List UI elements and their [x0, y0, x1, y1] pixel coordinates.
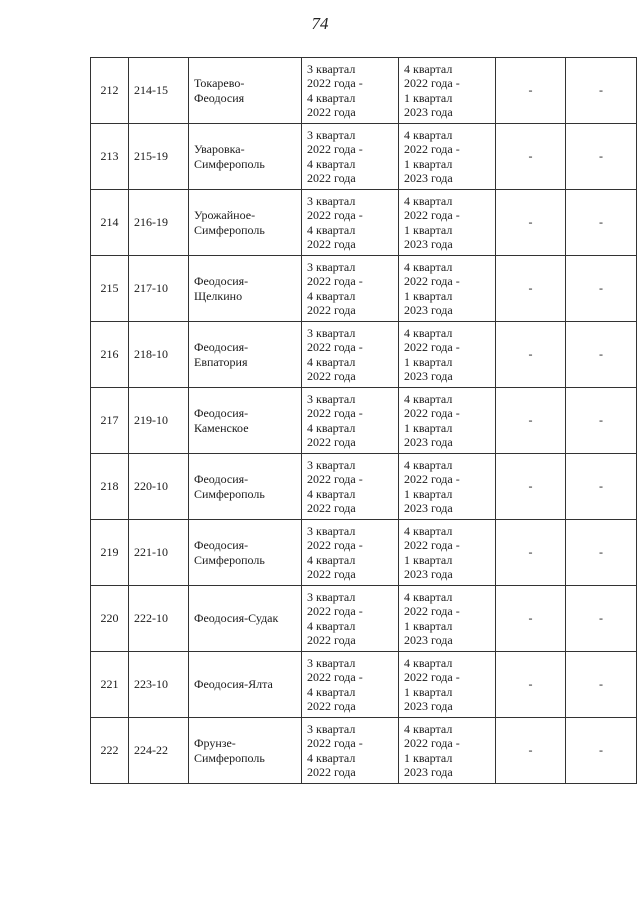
end-period: 4 квартал 2022 года - 1 квартал 2023 года [399, 652, 496, 718]
column-7-value: - [566, 388, 637, 454]
route-code: 224-22 [129, 718, 189, 784]
end-period: 4 квартал 2022 года - 1 квартал 2023 года [399, 58, 496, 124]
table-row [91, 58, 637, 124]
column-6-value: - [496, 520, 566, 586]
column-6-value: - [496, 256, 566, 322]
route-name: Феодосия- Симферополь [189, 454, 302, 520]
column-7-value: - [566, 58, 637, 124]
route-name: Фрунзе- Симферополь [189, 718, 302, 784]
table-row [91, 322, 637, 388]
table-row [91, 388, 637, 454]
column-7-value: - [566, 520, 637, 586]
route-name: Токарево- Феодосия [189, 58, 302, 124]
route-name: Феодосия- Щелкино [189, 256, 302, 322]
start-period: 3 квартал 2022 года - 4 квартал 2022 года [302, 124, 399, 190]
end-period: 4 квартал 2022 года - 1 квартал 2023 года [399, 718, 496, 784]
column-6-value: - [496, 652, 566, 718]
column-6-value: - [496, 190, 566, 256]
row-number: 222 [91, 718, 129, 784]
route-schedule-table [90, 57, 637, 784]
column-6-value: - [496, 586, 566, 652]
row-number: 212 [91, 58, 129, 124]
start-period: 3 квартал 2022 года - 4 квартал 2022 года [302, 322, 399, 388]
row-number: 214 [91, 190, 129, 256]
column-6-value: - [496, 388, 566, 454]
start-period: 3 квартал 2022 года - 4 квартал 2022 года [302, 586, 399, 652]
route-name: Феодосия- Симферополь [189, 520, 302, 586]
route-code: 218-10 [129, 322, 189, 388]
table-row [91, 190, 637, 256]
route-code: 217-10 [129, 256, 189, 322]
route-code: 214-15 [129, 58, 189, 124]
route-code: 222-10 [129, 586, 189, 652]
column-6-value: - [496, 322, 566, 388]
route-name: Феодосия-Судак [189, 586, 302, 652]
route-code: 215-19 [129, 124, 189, 190]
end-period: 4 квартал 2022 года - 1 квартал 2023 года [399, 124, 496, 190]
end-period: 4 квартал 2022 года - 1 квартал 2023 года [399, 256, 496, 322]
route-code: 223-10 [129, 652, 189, 718]
start-period: 3 квартал 2022 года - 4 квартал 2022 года [302, 652, 399, 718]
table-body [91, 58, 637, 784]
column-7-value: - [566, 124, 637, 190]
route-name: Феодосия- Евпатория [189, 322, 302, 388]
table-row [91, 520, 637, 586]
end-period: 4 квартал 2022 года - 1 квартал 2023 года [399, 520, 496, 586]
row-number: 215 [91, 256, 129, 322]
column-6-value: - [496, 124, 566, 190]
row-number: 219 [91, 520, 129, 586]
table-row [91, 652, 637, 718]
column-7-value: - [566, 586, 637, 652]
column-7-value: - [566, 322, 637, 388]
start-period: 3 квартал 2022 года - 4 квартал 2022 года [302, 520, 399, 586]
route-name: Урожайное- Симферополь [189, 190, 302, 256]
table-row [91, 256, 637, 322]
route-name: Уваровка- Симферополь [189, 124, 302, 190]
row-number: 221 [91, 652, 129, 718]
row-number: 213 [91, 124, 129, 190]
row-number: 220 [91, 586, 129, 652]
end-period: 4 квартал 2022 года - 1 квартал 2023 года [399, 388, 496, 454]
column-7-value: - [566, 718, 637, 784]
row-number: 218 [91, 454, 129, 520]
start-period: 3 квартал 2022 года - 4 квартал 2022 года [302, 718, 399, 784]
table-row [91, 454, 637, 520]
end-period: 4 квартал 2022 года - 1 квартал 2023 года [399, 322, 496, 388]
route-code: 220-10 [129, 454, 189, 520]
end-period: 4 квартал 2022 года - 1 квартал 2023 года [399, 454, 496, 520]
route-code: 216-19 [129, 190, 189, 256]
column-7-value: - [566, 256, 637, 322]
route-name: Феодосия- Каменское [189, 388, 302, 454]
start-period: 3 квартал 2022 года - 4 квартал 2022 года [302, 58, 399, 124]
end-period: 4 квартал 2022 года - 1 квартал 2023 года [399, 190, 496, 256]
column-7-value: - [566, 454, 637, 520]
start-period: 3 квартал 2022 года - 4 квартал 2022 года [302, 388, 399, 454]
column-6-value: - [496, 58, 566, 124]
table-row [91, 718, 637, 784]
table-row [91, 124, 637, 190]
end-period: 4 квартал 2022 года - 1 квартал 2023 года [399, 586, 496, 652]
route-code: 221-10 [129, 520, 189, 586]
route-name: Феодосия-Ялта [189, 652, 302, 718]
column-6-value: - [496, 718, 566, 784]
start-period: 3 квартал 2022 года - 4 квартал 2022 года [302, 190, 399, 256]
page-number: 74 [311, 14, 329, 33]
column-7-value: - [566, 190, 637, 256]
row-number: 217 [91, 388, 129, 454]
column-6-value: - [496, 454, 566, 520]
table-row [91, 586, 637, 652]
start-period: 3 квартал 2022 года - 4 квартал 2022 года [302, 256, 399, 322]
row-number: 216 [91, 322, 129, 388]
route-code: 219-10 [129, 388, 189, 454]
start-period: 3 квартал 2022 года - 4 квартал 2022 года [302, 454, 399, 520]
column-7-value: - [566, 652, 637, 718]
